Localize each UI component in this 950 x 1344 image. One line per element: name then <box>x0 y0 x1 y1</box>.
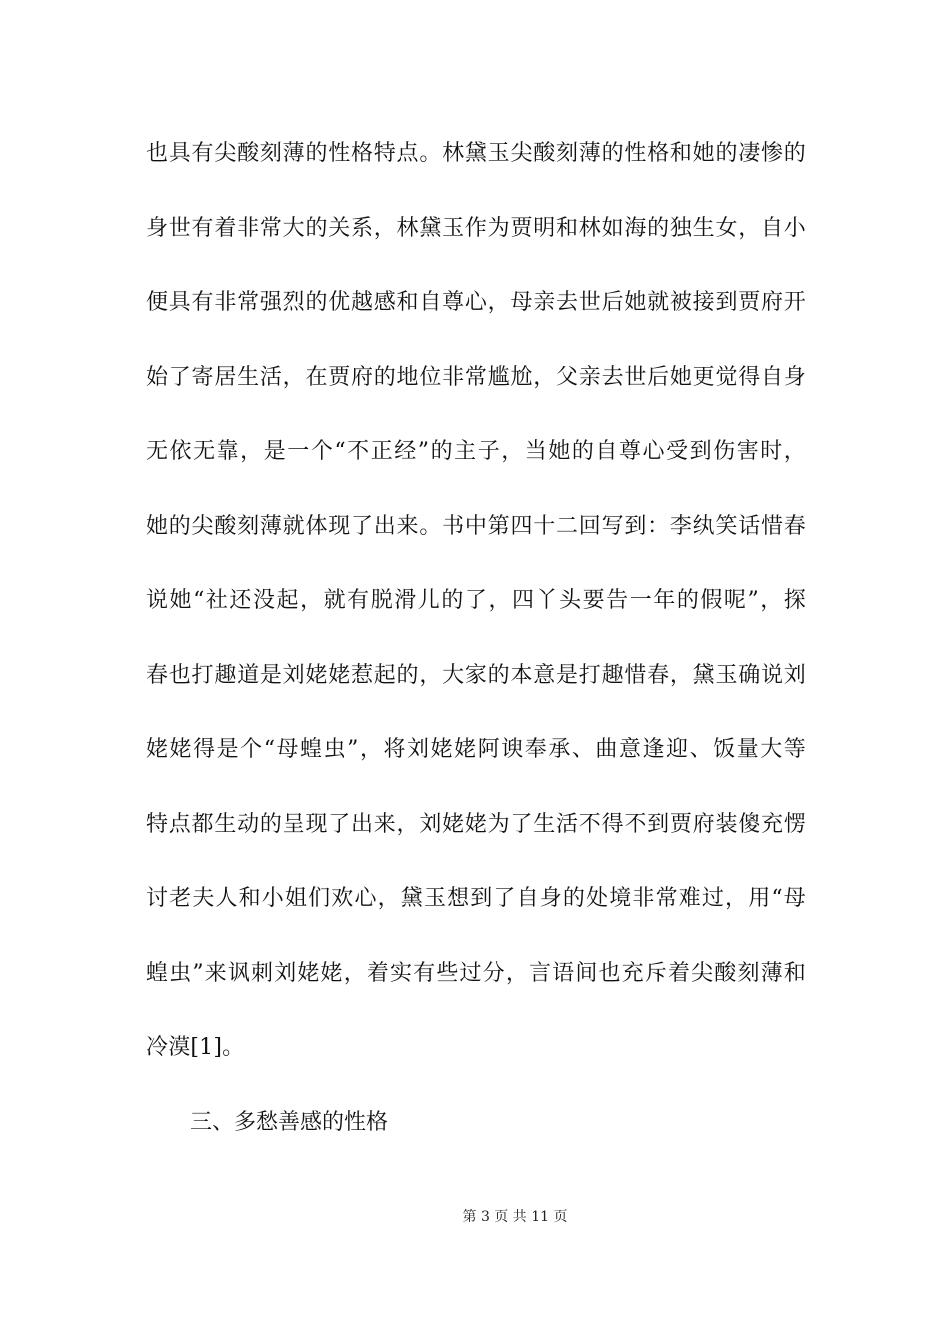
paragraph-line-5: 无依无靠，是一个“不正经”的主子，当她的自尊心受到伤害时， <box>146 439 806 464</box>
paragraph-line-12: 蝗虫”来讽刺刘姥姥，着实有些过分，言语间也充斥着尖酸刻薄和 <box>146 961 806 986</box>
paragraph-line-1: 也具有尖酸刻薄的性格特点。林黛玉尖酸刻薄的性格和她的凄惨的 <box>146 141 806 166</box>
section-heading: 三、多愁善感的性格 <box>190 1110 389 1135</box>
paragraph-line-10: 特点都生动的呈现了出来，刘姥姥为了生活不得不到贾府装傻充愣 <box>146 812 806 837</box>
page-footer: 第 3 页 共 11 页 <box>462 1209 568 1225</box>
paragraph-line-13: 冷漠[1]。 <box>146 1035 245 1060</box>
paragraph-line-2: 身世有着非常大的关系，林黛玉作为贾明和林如海的独生女，自小 <box>146 216 806 241</box>
paragraph-line-6: 她的尖酸刻薄就体现了出来。书中第四十二回写到：李纨笑话惜春 <box>146 514 806 539</box>
paragraph-line-8: 春也打趣道是刘姥姥惹起的，大家的本意是打趣惜春，黛玉确说刘 <box>146 663 806 688</box>
paragraph-line-4: 始了寄居生活，在贾府的地位非常尴尬，父亲去世后她更觉得自身 <box>146 365 806 390</box>
paragraph-line-9: 姥姥得是个“母蝗虫”，将刘姥姥阿谀奉承、曲意逢迎、饭量大等 <box>146 737 806 762</box>
paragraph-line-7: 说她“社还没起，就有脱滑儿的了，四丫头要告一年的假呢”，探 <box>146 588 806 613</box>
paragraph-line-3: 便具有非常强烈的优越感和自尊心，母亲去世后她就被接到贾府开 <box>146 290 806 315</box>
paragraph-line-11: 讨老夫人和小姐们欢心，黛玉想到了自身的处境非常难过，用“母 <box>146 886 806 911</box>
